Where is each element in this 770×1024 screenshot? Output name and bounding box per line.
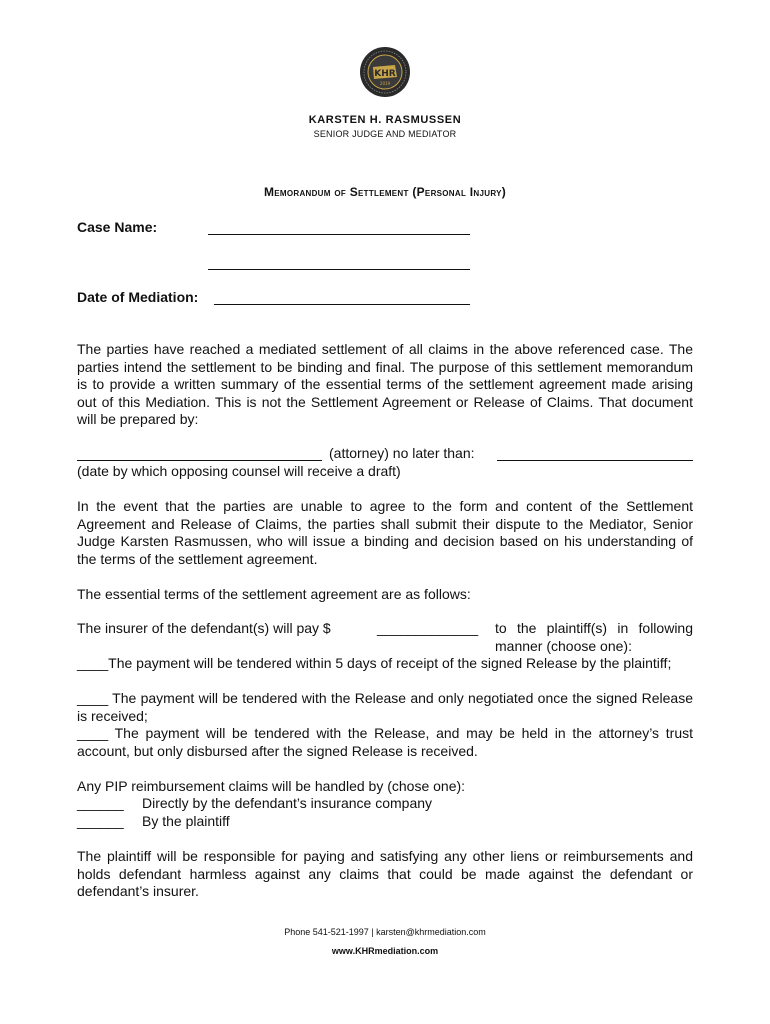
mediator-name: KARSTEN H. RASMUSSEN [308,114,462,126]
payment-option-3[interactable]: ____ The payment will be tendered with the Release, and may be held in the attorney’s trust account, but only disbursed after the signed Release is received. [77,725,693,759]
svg-text:2019: 2019 [379,81,391,86]
attorney-deadline-text: (attorney) no later than: [329,445,475,461]
essential-terms-heading: The essential terms of the settlement agreement are as follows: [77,586,471,602]
payment-amount-field[interactable]: _____________ [377,620,479,636]
payment-option-2[interactable]: ____ The payment will be tendered with the Release and only negotiated once the signed Release is received; [77,690,693,724]
date-of-mediation-field-line[interactable] [214,304,470,305]
pip-option-2-blank[interactable]: ______ [77,813,124,829]
case-name-field-line-2[interactable] [208,269,470,270]
attorney-field-line[interactable] [77,460,322,461]
pip-option-2-text: By the plaintiff [142,813,230,829]
settlement-intro-paragraph: The parties have reached a mediated settlement of all claims in the above referenced case. The parties intend the settlement to be binding and final. The purpose of this settlement memorandum is to provide a written summary of the essential terms of the settlement agreement made arising out of this Mediation. This is not the Settlement Agreement or Release of Claims. That document will be prepared by: [77,341,693,427]
liens-paragraph: The plaintiff will be responsible for paying and satisfying any other liens or reimbursements and holds defendant harmless against any claims that could be made against the defendant or defendant’s insurer. [77,848,693,899]
document-title: Memorandum of Settlement (Personal Injury) [263,185,507,199]
date-note: (date by which opposing counsel will receive a draft) [77,463,401,479]
insurer-pay-manner-text: to the plaintiff(s) in following manner (choose one): [495,620,693,654]
date-of-mediation-label: Date of Mediation: [77,289,199,305]
case-name-label: Case Name: [77,219,158,235]
khr-logo-seal [359,46,411,98]
mediator-title: SENIOR JUDGE AND MEDIATOR [313,129,457,139]
dispute-resolution-paragraph: In the event that the parties are unable to agree to the form and content of the Settlement Agreement and Release of Claims, the parties shall submit their dispute to the Mediator, Senior Judge Karsten Rasmussen, who will issue a binding and decision based on his understanding of the terms of the settlement agreement. [77,498,693,567]
pip-option-1-blank[interactable]: ______ [77,795,124,811]
footer-contact: Phone 541-521-1997 | karsten@khrmediation.com [284,927,486,937]
insurer-pay-text: The insurer of the defendant(s) will pay $ [77,620,331,636]
pip-option-1-text: Directly by the defendant’s insurance company [142,795,433,811]
case-name-field-line-1[interactable] [208,234,470,235]
svg-text:KHR: KHR [374,69,396,79]
payment-option-1[interactable]: ____The payment will be tendered within 5 days of receipt of the signed Release by the plaintiff; [77,655,672,671]
pip-intro: Any PIP reimbursement claims will be handled by (chose one): [77,778,466,794]
footer-website[interactable]: www.KHRmediation.com [331,946,439,956]
deadline-date-field-line[interactable] [497,460,693,461]
